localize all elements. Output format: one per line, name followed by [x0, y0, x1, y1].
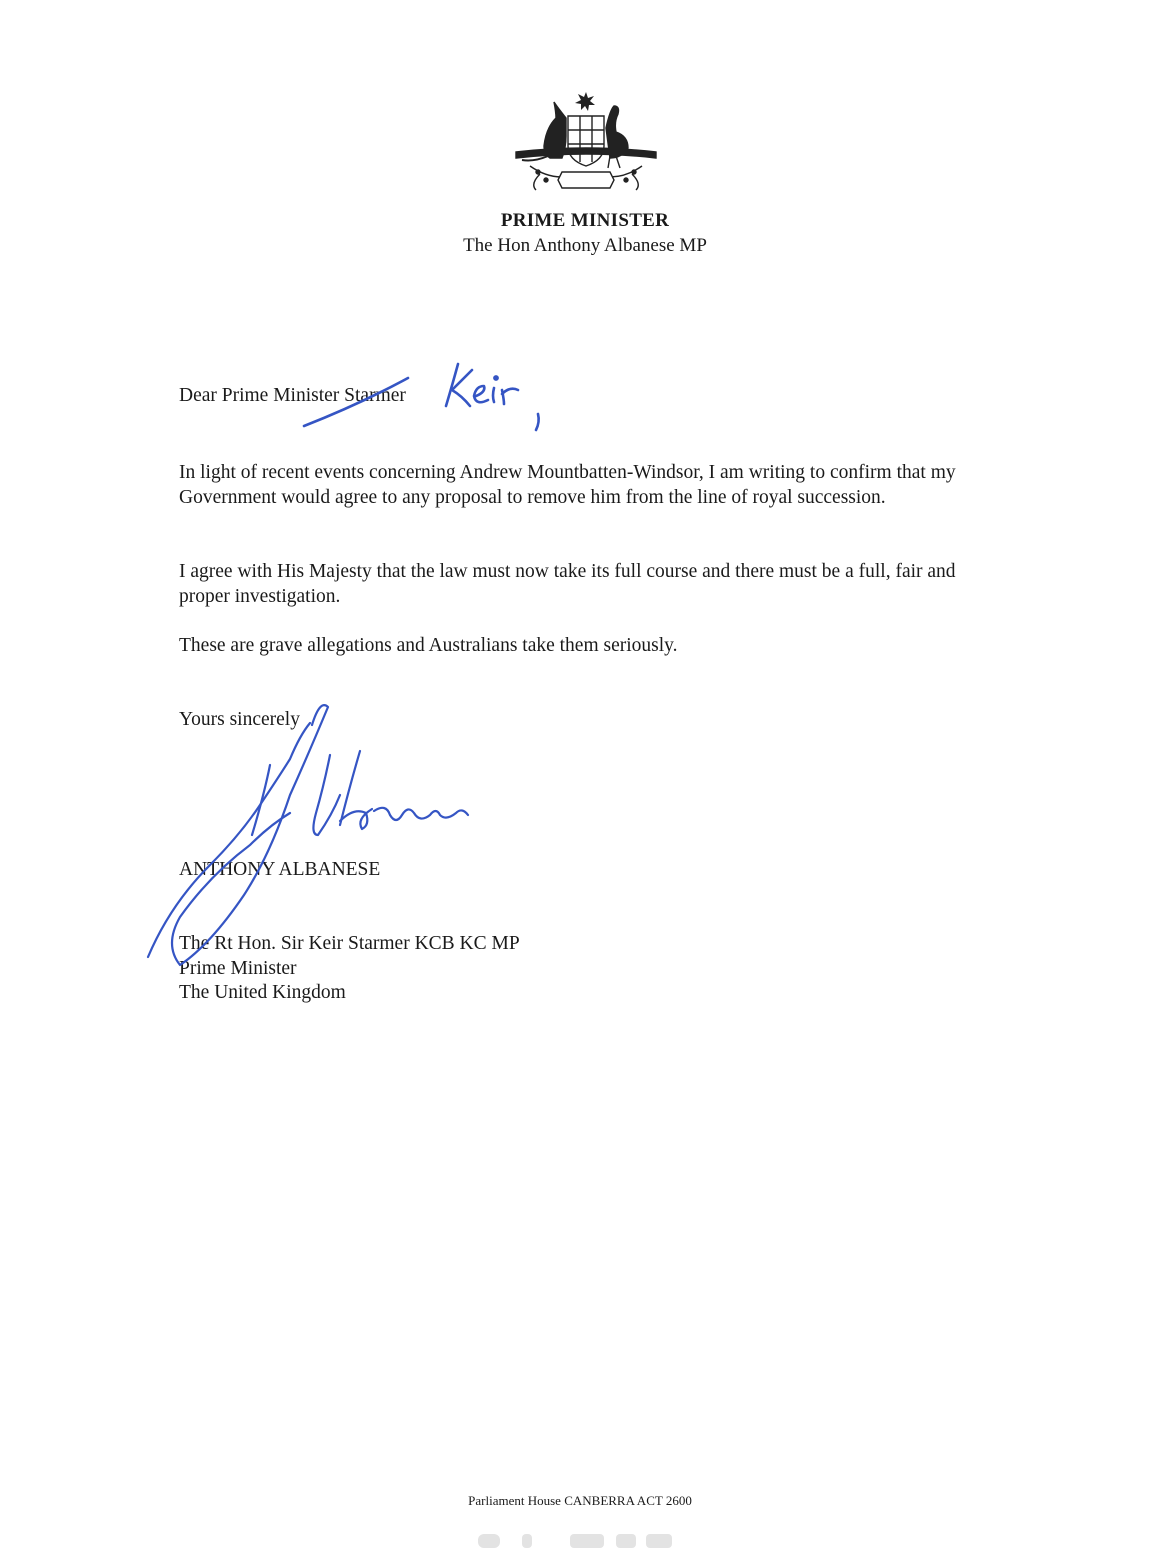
recipient-title: Prime Minister	[179, 957, 297, 979]
signatory-name: ANTHONY ALBANESE	[179, 859, 381, 880]
paragraph-3: These are grave allegations and Australians take them seriously.	[179, 635, 678, 656]
signature	[140, 695, 480, 970]
paragraph-1: In light of recent events concerning Andrew Mountbatten-Windsor, I am writing to confirm that my Government would agree to any proposal to remove him from the line of royal succession.	[179, 462, 956, 508]
letterhead-subtitle: The Hon Anthony Albanese MP	[463, 235, 707, 256]
letterhead-title: PRIME MINISTER	[500, 210, 670, 231]
closing: Yours sincerely	[179, 709, 300, 730]
footer-address	[0, 1493, 1170, 1509]
paragraph-2: I agree with His Majesty that the law must now take its full course and there must be a full, fair and proper investigation.	[179, 561, 956, 607]
scan-marks	[470, 1530, 700, 1552]
recipient-name: The Rt Hon. Sir Keir Starmer KCB KC MP	[179, 933, 520, 954]
salutation: Dear Prime Minister Starmer	[179, 385, 406, 406]
recipient-country: The United Kingdom	[179, 982, 346, 1003]
handwritten-correction	[290, 356, 560, 436]
footer-address-text: Parliament House CANBERRA ACT 2600	[468, 1493, 692, 1508]
coat-of-arms-logo	[510, 88, 662, 198]
